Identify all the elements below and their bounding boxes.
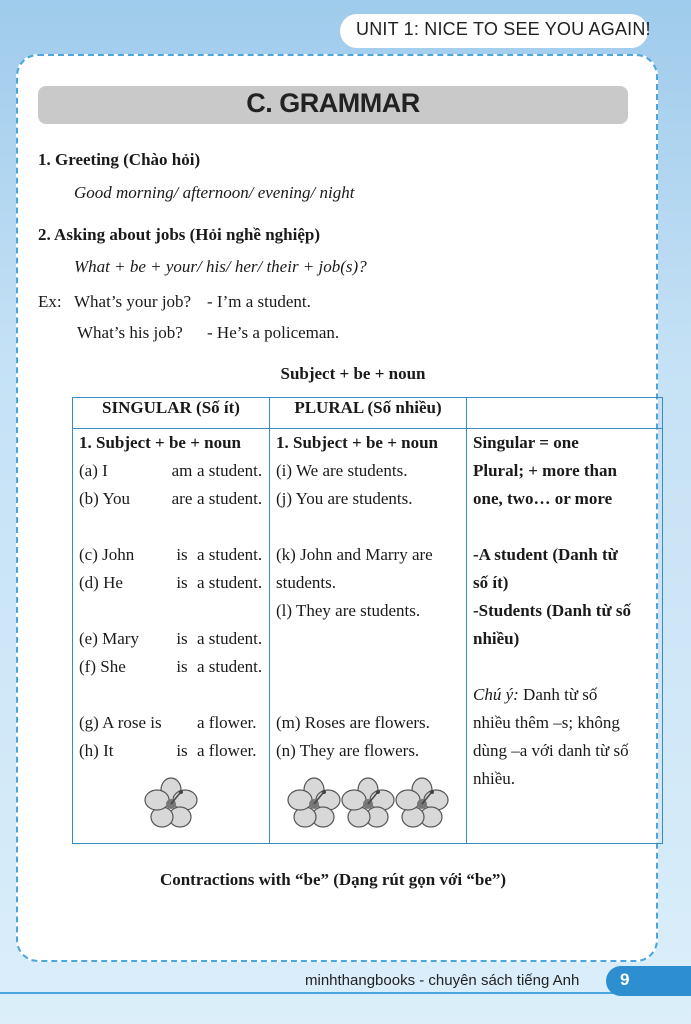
notes-column xyxy=(467,429,663,844)
plural-column xyxy=(270,429,467,844)
plural-lines xyxy=(276,461,460,769)
singular-example-part: a student. xyxy=(197,629,263,648)
jobs-heading: 2. Asking about jobs (Hỏi nghề nghiệp) xyxy=(38,225,320,244)
singular-example-part: (d) He xyxy=(79,573,123,592)
singular-flowers xyxy=(79,769,263,843)
blank-line xyxy=(473,517,656,545)
plural-example-line: (k) John and Marry are xyxy=(276,545,433,564)
singular-example-line xyxy=(79,713,263,741)
contractions-heading: Contractions with “be” (Dạng rút gọn với “be”) xyxy=(159,870,507,889)
hibiscus-flower-icon xyxy=(287,777,341,831)
singular-example-line xyxy=(79,573,263,601)
note-line: nhiều) xyxy=(473,629,520,648)
singular-example-part: a student. xyxy=(197,489,263,508)
singular-example-part: a student. xyxy=(197,657,263,676)
singular-example-line xyxy=(79,741,263,769)
plural-flowers xyxy=(276,769,460,843)
singular-example-part: a student. xyxy=(197,573,263,592)
singular-example-part: (f) She xyxy=(79,657,126,676)
note-line: Plural; + more than xyxy=(473,461,617,480)
formula: Subject + be + noun xyxy=(280,364,426,383)
blank-line xyxy=(276,629,460,657)
singular-example-part: (a) I xyxy=(79,461,108,480)
hibiscus-flower-icon xyxy=(341,777,395,831)
greeting-heading: 1. Greeting (Chào hỏi) xyxy=(38,150,201,169)
note-line: số ít) xyxy=(473,573,509,592)
greeting-example: Good morning/ afternoon/ evening/ night xyxy=(74,183,355,202)
ex-label: Ex: xyxy=(38,292,62,311)
hibiscus-flower-icon xyxy=(144,777,198,831)
blank-line xyxy=(276,685,460,713)
singular-example-part: is xyxy=(176,629,188,648)
blank-line xyxy=(276,517,460,545)
singular-lines xyxy=(79,461,263,769)
plural-example-line: (j) You are students. xyxy=(276,489,413,508)
singular-example-part: (h) It xyxy=(79,741,114,760)
ex-answer-1: - I’m a student. xyxy=(207,292,311,311)
singular-example-line xyxy=(79,545,263,573)
singular-example-part: is xyxy=(176,741,188,760)
page-number: 9 xyxy=(620,970,630,989)
singular-example-part: (e) Mary xyxy=(79,629,139,648)
singular-example-part: are xyxy=(171,489,193,508)
singular-example-line xyxy=(79,461,263,489)
grammar-table xyxy=(72,397,663,844)
plural-example-line: (m) Roses are flowers. xyxy=(276,713,430,732)
plural-example-line: (n) They are flowers. xyxy=(276,741,420,760)
singular-example-part: a flower. xyxy=(197,713,257,732)
blank-line xyxy=(276,657,460,685)
chu-y-line-2: nhiều thêm –s; không xyxy=(473,713,620,732)
blank-line xyxy=(79,685,263,713)
jobs-example: What + be + your/ his/ her/ their + job(s)? xyxy=(74,257,367,276)
header-plural: PLURAL (Số nhiều) xyxy=(270,398,467,429)
plural-example-line: (i) We are students. xyxy=(276,461,408,480)
ex-question-1: What’s your job? xyxy=(74,292,192,311)
note-line: one, two… or more xyxy=(473,489,613,508)
page-number-tab xyxy=(606,966,691,996)
singular-example-line xyxy=(79,489,263,517)
ex-answer-2: - He’s a policeman. xyxy=(207,323,340,342)
singular-example-part: (b) You xyxy=(79,489,131,508)
chu-y-line-4: nhiều. xyxy=(473,769,516,788)
table-header-row xyxy=(73,398,663,429)
singular-example-part: is xyxy=(176,657,188,676)
singular-example-part: is xyxy=(176,545,188,564)
ex-question-2: What’s his job? xyxy=(77,323,183,342)
hibiscus-flower-icon xyxy=(395,777,449,831)
unit-title: UNIT 1: NICE TO SEE YOU AGAIN! xyxy=(356,19,651,39)
section-title: C. GRAMMAR xyxy=(246,88,420,118)
chu-y-label: Chú ý: xyxy=(473,685,519,704)
singular-example-line xyxy=(79,629,263,657)
singular-example-line xyxy=(79,657,263,685)
note-line: -A student (Danh từ xyxy=(473,545,618,564)
plural-example-line: students. xyxy=(276,573,336,592)
blank-line xyxy=(79,601,263,629)
chu-y-line-3: dùng –a với danh từ số xyxy=(473,741,629,760)
header-singular: SINGULAR (Số ít) xyxy=(73,398,270,429)
blank-line xyxy=(473,657,656,685)
singular-example-part: a student. xyxy=(197,545,263,564)
singular-example-part: am xyxy=(171,461,193,480)
singular-example-part: (c) John xyxy=(79,545,135,564)
chu-y-line-1 xyxy=(473,685,656,713)
table-body-row xyxy=(73,429,663,844)
note-line: Singular = one xyxy=(473,433,579,452)
notes-lines xyxy=(473,433,656,685)
singular-column xyxy=(73,429,270,844)
singular-title: 1. Subject + be + noun xyxy=(79,433,242,452)
singular-example-part: is xyxy=(176,573,188,592)
plural-title: 1. Subject + be + noun xyxy=(276,433,439,452)
plural-example-line: (l) They are students. xyxy=(276,601,421,620)
singular-example-part: a flower. xyxy=(197,741,257,760)
footer-text: minhthangbooks - chuyên sách tiếng Anh xyxy=(305,972,580,989)
blank-line xyxy=(79,517,263,545)
header-notes xyxy=(467,398,663,429)
chu-y-text-1: Danh từ số xyxy=(518,685,598,704)
footer-divider xyxy=(0,992,691,994)
note-line: -Students (Danh từ số xyxy=(473,601,632,620)
singular-example-part: (g) A rose is xyxy=(79,713,162,732)
singular-example-part: a student. xyxy=(197,461,263,480)
